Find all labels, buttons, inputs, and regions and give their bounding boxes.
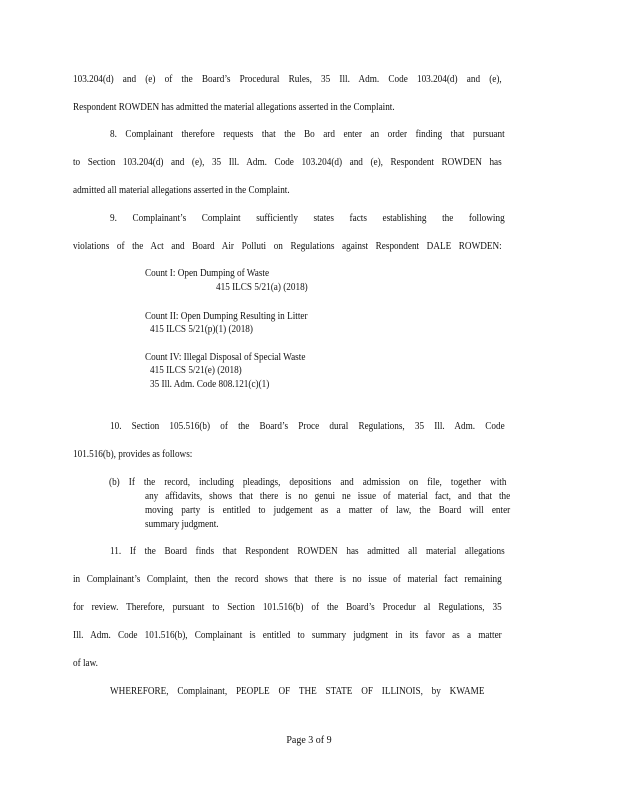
paragraph-11-line: 11. If the Board finds that Respondent ROWDEN has admitted all material allegations bbox=[110, 546, 505, 557]
paragraph-10-line: 101.516(b), provides as follows: bbox=[73, 449, 193, 460]
count-heading: Count IV: Illegal Disposal of Special Waste bbox=[145, 352, 306, 363]
paragraph-8-line: 8. Complainant therefore requests that the Bo ard enter an order finding that pursuant bbox=[110, 129, 505, 140]
paragraph-11-line: for review. Therefore, pursuant to Section 101.516(b) of the Board’s Procedur al Regulations, 35 bbox=[73, 602, 502, 613]
count-heading: Count II: Open Dumping Resulting in Litter bbox=[145, 311, 308, 322]
paragraph-10-line: 10. Section 105.516(b) of the Board’s Proce dural Regulations, 35 Ill. Adm. Code bbox=[110, 421, 505, 432]
text-line: 103.204(d) and (e) of the Board’s Procedural Rules, 35 Ill. Adm. Code 103.204(d) and (e), bbox=[73, 74, 502, 85]
paragraph-9-line: 9. Complainant’s Complaint sufficiently states facts establishing the following bbox=[110, 213, 505, 224]
paragraph-11-line: of law. bbox=[73, 658, 98, 669]
paragraph-11-line: in Complainant’s Complaint, then the record shows that there is no issue of material fact remaining bbox=[73, 574, 502, 585]
count-citation: 415 ILCS 5/21(e) (2018) bbox=[150, 365, 242, 376]
count-citation: 35 Ill. Adm. Code 808.121(c)(1) bbox=[150, 379, 270, 390]
count-citation: 415 ILCS 5/21(a) (2018) bbox=[216, 282, 308, 293]
count-heading: Count I: Open Dumping of Waste bbox=[145, 268, 270, 279]
paragraph-11-line: Ill. Adm. Code 101.516(b), Complainant is entitled to summary judgment in its favor as a matter bbox=[73, 630, 502, 641]
paragraph-8-line: admitted all material allegations asserted in the Complaint. bbox=[73, 185, 290, 196]
paragraph-8-line: to Section 103.204(d) and (e), 35 Ill. Adm. Code 103.204(d) and (e), Respondent ROWDEN has bbox=[73, 157, 502, 168]
page-number: Page 3 of 9 bbox=[286, 735, 332, 746]
paragraph-9-line: violations of the Act and Board Air Polluti on Regulations against Respondent DALE ROWDEN: bbox=[73, 241, 502, 252]
quote-line: summary judgment. bbox=[145, 519, 219, 530]
text-line: Respondent ROWDEN has admitted the material allegations asserted in the Complaint. bbox=[73, 102, 395, 113]
count-citation: 415 ILCS 5/21(p)(1) (2018) bbox=[150, 324, 253, 335]
wherefore-line: WHEREFORE, Complainant, PEOPLE OF THE STATE OF ILLINOIS, by KWAME bbox=[110, 686, 485, 697]
quote-line: any affidavits, shows that there is no genui ne issue of material fact, and that the bbox=[145, 491, 511, 502]
quote-line: (b) If the record, including pleadings, depositions and admission on file, together with bbox=[109, 477, 507, 488]
quote-line: moving party is entitled to judgement as a matter of law, the Board will enter bbox=[145, 505, 511, 516]
